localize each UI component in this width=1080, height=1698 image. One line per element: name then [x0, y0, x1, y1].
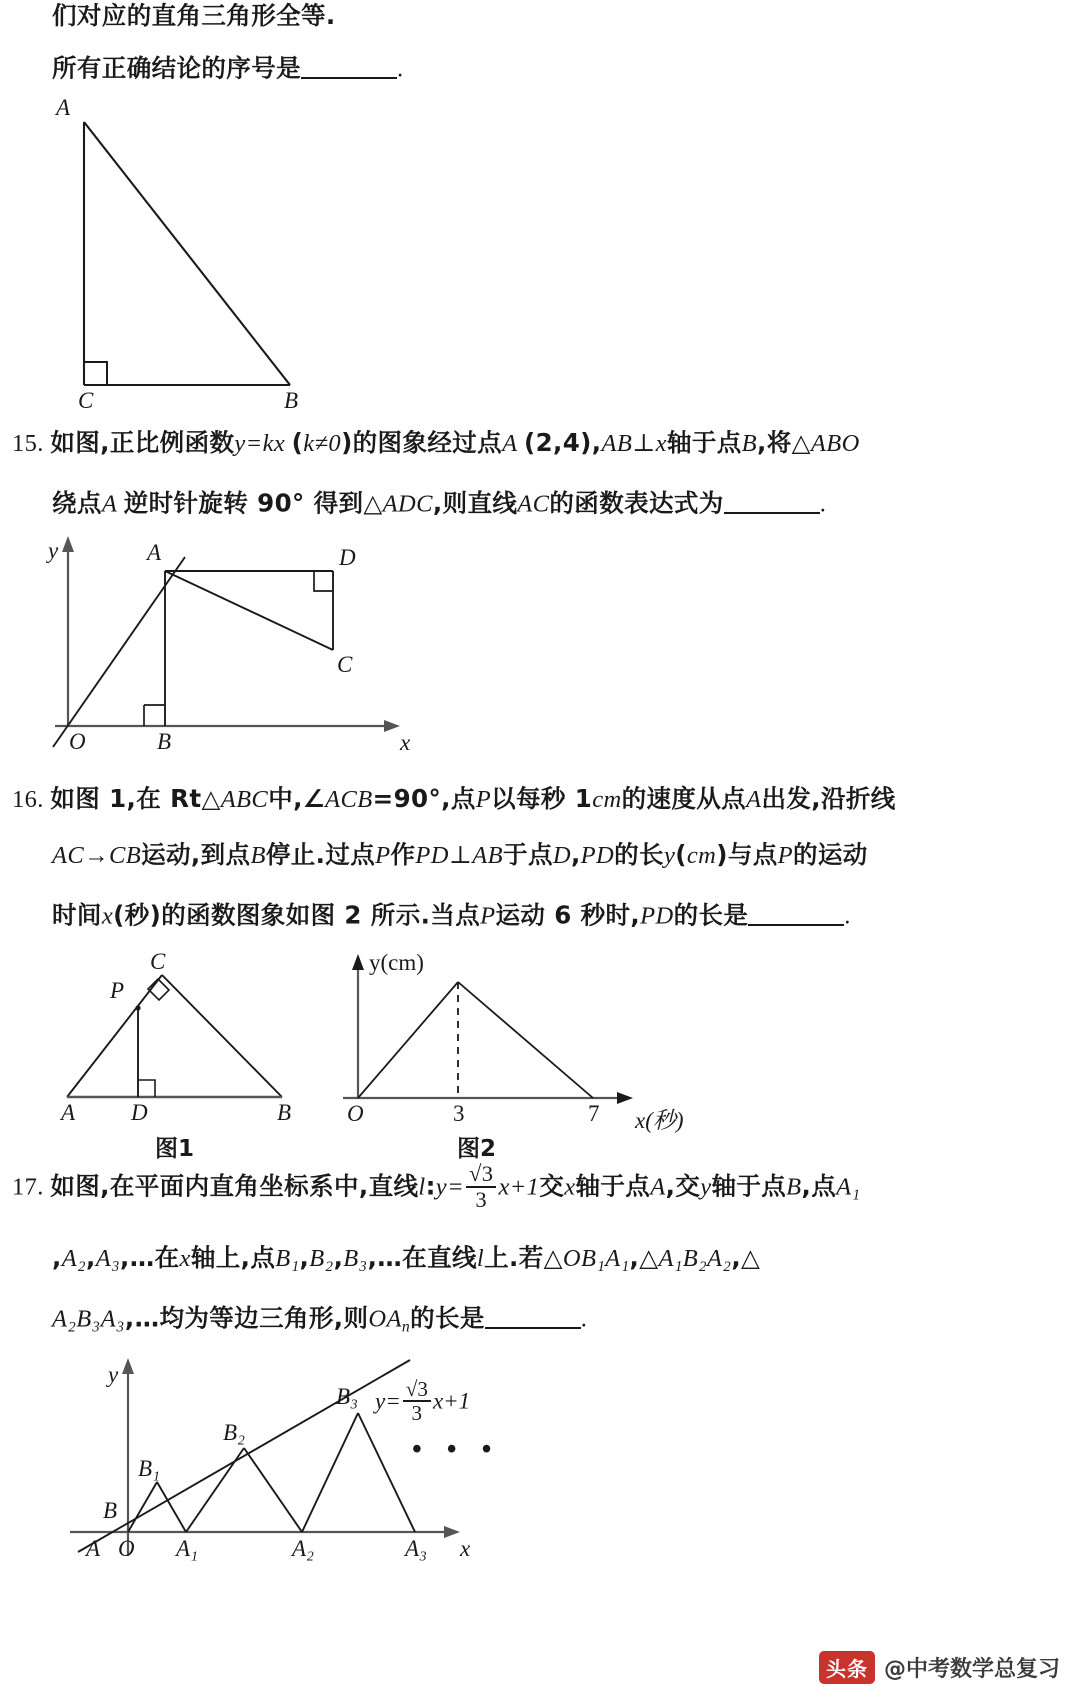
q17-l2-m4: B₁	[275, 1245, 300, 1272]
fragment-line-2-period: .	[397, 55, 404, 83]
label-B1: B₁	[138, 1456, 161, 1481]
answer-blank-17[interactable]	[485, 1302, 581, 1329]
fraction-numerator: √3	[466, 1162, 496, 1188]
tick-label-7: 7	[588, 1101, 600, 1126]
q17-l2-s1: ,	[52, 1243, 62, 1272]
label-A: A	[147, 540, 162, 565]
q15-l2-s4: 的函数表达式为	[549, 488, 724, 518]
q16-l1-m3: P	[475, 786, 492, 813]
q16-l1-s3: =90°,点	[372, 784, 476, 813]
q15-line-1	[12, 428, 860, 457]
q16-l2-s5: ,	[570, 840, 581, 869]
q17-l3-m2: OA	[368, 1305, 402, 1333]
q16-line-1	[12, 784, 896, 813]
q17-l1-m1: l	[418, 1173, 426, 1201]
caption-fig2: 图2	[457, 1136, 497, 1162]
q16-l2-s9: 的运动	[793, 840, 868, 869]
q17-l3-s3: .	[580, 1305, 588, 1333]
q17-l1-m6: y	[700, 1173, 712, 1201]
watermark-brand-tag: 头条	[819, 1651, 875, 1684]
q16-l3-m1: x	[101, 902, 114, 930]
q15-l1-m3: A	[502, 430, 518, 457]
q17-l1-m8: A₁	[836, 1173, 861, 1201]
q16-l2-s3: 作	[390, 840, 416, 869]
line-equation-label	[375, 1378, 470, 1424]
q16-l2-m4: PD⊥AB	[415, 842, 504, 869]
q17-l1-s3: 交	[539, 1171, 565, 1201]
figure-q15-coordinate	[45, 530, 445, 755]
q15-l2-s5: .	[819, 490, 827, 518]
q16-l3-s1: 时间	[52, 900, 102, 930]
q16-l1-m1: ABC	[220, 786, 269, 813]
q15-l2-m3: AC	[517, 490, 550, 518]
caption-fig1: 图1	[155, 1136, 195, 1162]
figure-q16-fig1	[55, 945, 315, 1162]
q16-l1-s6: 出发,沿折线	[761, 784, 896, 813]
q17-l1-s1: 如图,在平面内直角坐标系中,直线	[50, 1171, 419, 1201]
label-x-axis-sec: x(秒)	[635, 1108, 684, 1133]
q15-l1-s5: 轴于点	[666, 428, 742, 457]
q17-l2-s5: ,	[299, 1243, 310, 1272]
label-origin: O	[347, 1101, 364, 1126]
q17-l2-s3: ,…在	[120, 1243, 180, 1272]
label-B2: B₂	[223, 1420, 246, 1445]
q17-l2-m9: A₁B₂A₂	[658, 1245, 732, 1272]
label-C: C	[78, 388, 94, 413]
q16-l1-m5: A	[746, 786, 762, 813]
label-A1: A₁	[176, 1536, 199, 1561]
label-B: B	[103, 1498, 118, 1523]
q16-l2-s7: (	[675, 840, 687, 869]
label-D: D	[131, 1100, 148, 1125]
q17-l2-m5: B₂	[309, 1245, 334, 1272]
q16-l2-m9: P	[777, 842, 793, 869]
tick-label-3: 3	[453, 1101, 465, 1126]
q16-l1-s1: 如图 1,在 Rt△	[50, 784, 221, 813]
q16-line-2	[52, 840, 868, 869]
label-A: A	[86, 1536, 101, 1561]
label-A2: A₂	[292, 1536, 315, 1561]
q16-l1-m2: ACB	[325, 786, 373, 813]
q17-l1-s6: 轴于点	[711, 1171, 787, 1201]
label-B: B	[284, 388, 299, 413]
q17-l2-s10: ,△	[731, 1243, 761, 1272]
label-B: B	[277, 1100, 292, 1125]
q16-l2-s1: 运动,到点	[141, 840, 251, 869]
q17-l2-s8: 上.若△	[484, 1243, 563, 1272]
q17-l2-s4: 轴上,点	[190, 1243, 276, 1272]
label-A: A	[56, 95, 71, 120]
q16-l2-m5: D	[552, 842, 571, 869]
q15-l2-m2: ADC	[382, 490, 433, 518]
q17-l2-m1: A₂	[61, 1245, 87, 1272]
q15-l2-m1: A	[101, 490, 118, 518]
figure-q17-equilateral-chain	[60, 1340, 540, 1590]
label-y-axis: y	[48, 538, 59, 563]
label-O: O	[118, 1536, 135, 1561]
q17-l2-s7: ,…在直线	[367, 1243, 477, 1272]
q16-l3-m2: P	[480, 902, 496, 930]
label-A: A	[61, 1100, 76, 1125]
equation-fraction-denominator: 3	[411, 1401, 423, 1426]
q15-l1-m4: AB⊥x	[601, 430, 667, 457]
q16-l2-m1: AC→CB	[52, 842, 142, 869]
q16-l1-s2: 中,∠	[268, 784, 326, 813]
q17-l2-m6: B₃	[343, 1245, 368, 1272]
q16-l3-s4: 的长是	[673, 900, 749, 930]
q17-l2-s9: ,△	[629, 1243, 659, 1272]
label-P: P	[110, 978, 125, 1003]
label-B3: B₃	[336, 1384, 359, 1409]
q15-number: 15.	[12, 430, 44, 457]
q17-l2-m7: l	[476, 1245, 485, 1272]
q16-l2-s2: 停止.过点	[265, 840, 376, 869]
q15-l1-s6: ,将△	[757, 428, 811, 457]
q15-l2-s2: 逆时针旋转 90° 得到△	[123, 488, 383, 518]
ellipsis-dots: • • •	[412, 1434, 501, 1465]
fraction-denominator: 3	[475, 1186, 488, 1212]
watermark	[819, 1651, 1060, 1684]
watermark-handle: @中考数学总复习	[883, 1657, 1060, 1682]
q17-l3-sub-n: n	[401, 1318, 411, 1336]
q15-l1-s2: (	[291, 428, 304, 457]
q16-l3-m3: PD	[640, 902, 674, 930]
q15-l1-m2: k≠0	[303, 430, 342, 457]
q16-l1-m4: cm	[592, 786, 622, 813]
q17-l2-s2: ,	[86, 1243, 96, 1272]
equation-fraction-numerator: √3	[403, 1378, 431, 1402]
label-O: O	[69, 729, 86, 754]
q15-l1-m1: y=kx	[234, 430, 286, 457]
answer-blank-14[interactable]	[301, 52, 397, 79]
q15-l1-s3: )的图象经过点	[341, 428, 503, 457]
label-x-axis: x	[400, 730, 411, 755]
q17-l2-s6: ,	[333, 1243, 344, 1272]
q17-l3-m1: A₂B₃A₃	[52, 1305, 125, 1333]
equation-fraction	[403, 1378, 431, 1424]
q17-l2-m8: OB₁A₁	[562, 1245, 630, 1272]
q15-l2-s3: ,则直线	[432, 488, 518, 518]
answer-blank-16[interactable]	[748, 899, 844, 926]
q17-l1-s5: ,交	[665, 1171, 701, 1201]
q16-l2-m7: y	[663, 842, 676, 869]
equation-rhs: x+1	[432, 1388, 471, 1414]
figure-right-triangle-abc	[56, 95, 360, 413]
q15-line-2	[52, 487, 826, 517]
q16-number: 16.	[12, 786, 44, 813]
q17-l3-s2: 的长是	[410, 1303, 485, 1333]
q15-l1-s1: 如图,正比例函数	[50, 428, 235, 457]
figure-q16-fig2	[335, 938, 685, 1162]
answer-blank-15[interactable]	[724, 487, 820, 514]
q16-l3-s3: 运动 6 秒时,	[495, 900, 641, 930]
q16-l2-m2: B	[250, 842, 266, 869]
q16-l2-s8: )与点	[716, 840, 778, 869]
q16-l3-s2: (秒)的函数图象如图 2 所示.当点	[113, 900, 481, 930]
q15-l1-m6: ABO	[810, 430, 860, 457]
q16-line-3	[52, 899, 851, 929]
q16-l2-m3: P	[375, 842, 391, 869]
q17-l2-m2: A₃	[95, 1245, 121, 1272]
q16-l2-m8: cm	[686, 842, 717, 869]
q17-l1-m3: x+1	[498, 1173, 540, 1201]
equation-lhs: y=	[375, 1388, 401, 1414]
label-y-axis: y	[108, 1362, 119, 1387]
fragment-line-2	[52, 52, 404, 82]
q15-l2-s1: 绕点	[52, 488, 102, 518]
label-C: C	[150, 949, 166, 974]
q17-l1-m4: x	[564, 1173, 576, 1201]
q17-l1-s7: ,点	[801, 1171, 837, 1201]
label-A3: A₃	[405, 1536, 428, 1561]
q17-l1-m5: A	[650, 1173, 666, 1201]
label-D: D	[339, 545, 356, 570]
q16-l2-s4: 于点	[503, 840, 553, 869]
q16-l1-s5: 的速度从点	[621, 784, 747, 813]
q17-l1-m7: B	[786, 1173, 802, 1201]
q17-number: 17.	[12, 1173, 44, 1201]
label-y-axis-cm: y(cm)	[369, 950, 424, 975]
q17-l1-m2: y=	[435, 1173, 465, 1201]
label-B: B	[157, 729, 172, 754]
q17-l3-s1: ,…均为等边三角形,则	[124, 1303, 369, 1333]
q15-l1-m5: B	[741, 430, 758, 457]
q17-l2-m3: x	[179, 1245, 191, 1272]
label-x-axis: x	[460, 1536, 471, 1561]
fragment-line-1: 们对应的直角三角形全等.	[52, 1, 336, 30]
q16-l2-s6: 的长	[614, 840, 664, 869]
q17-line-2	[52, 1243, 761, 1272]
q16-l1-s4: 以每秒 1	[491, 784, 593, 813]
q17-l1-s2: :	[425, 1171, 436, 1201]
q17-line-3	[52, 1302, 587, 1335]
q17-line-1	[12, 1162, 860, 1211]
q16-l2-m6: PD	[580, 842, 615, 869]
q15-l1-s4: (2,4),	[523, 428, 602, 457]
q16-l3-s5: .	[844, 902, 851, 930]
sqrt3-over-3-fraction	[466, 1162, 496, 1211]
q17-l1-s4: 轴于点	[575, 1171, 651, 1201]
label-C: C	[337, 652, 353, 677]
fragment-line-2-text: 所有正确结论的序号是	[52, 53, 301, 83]
